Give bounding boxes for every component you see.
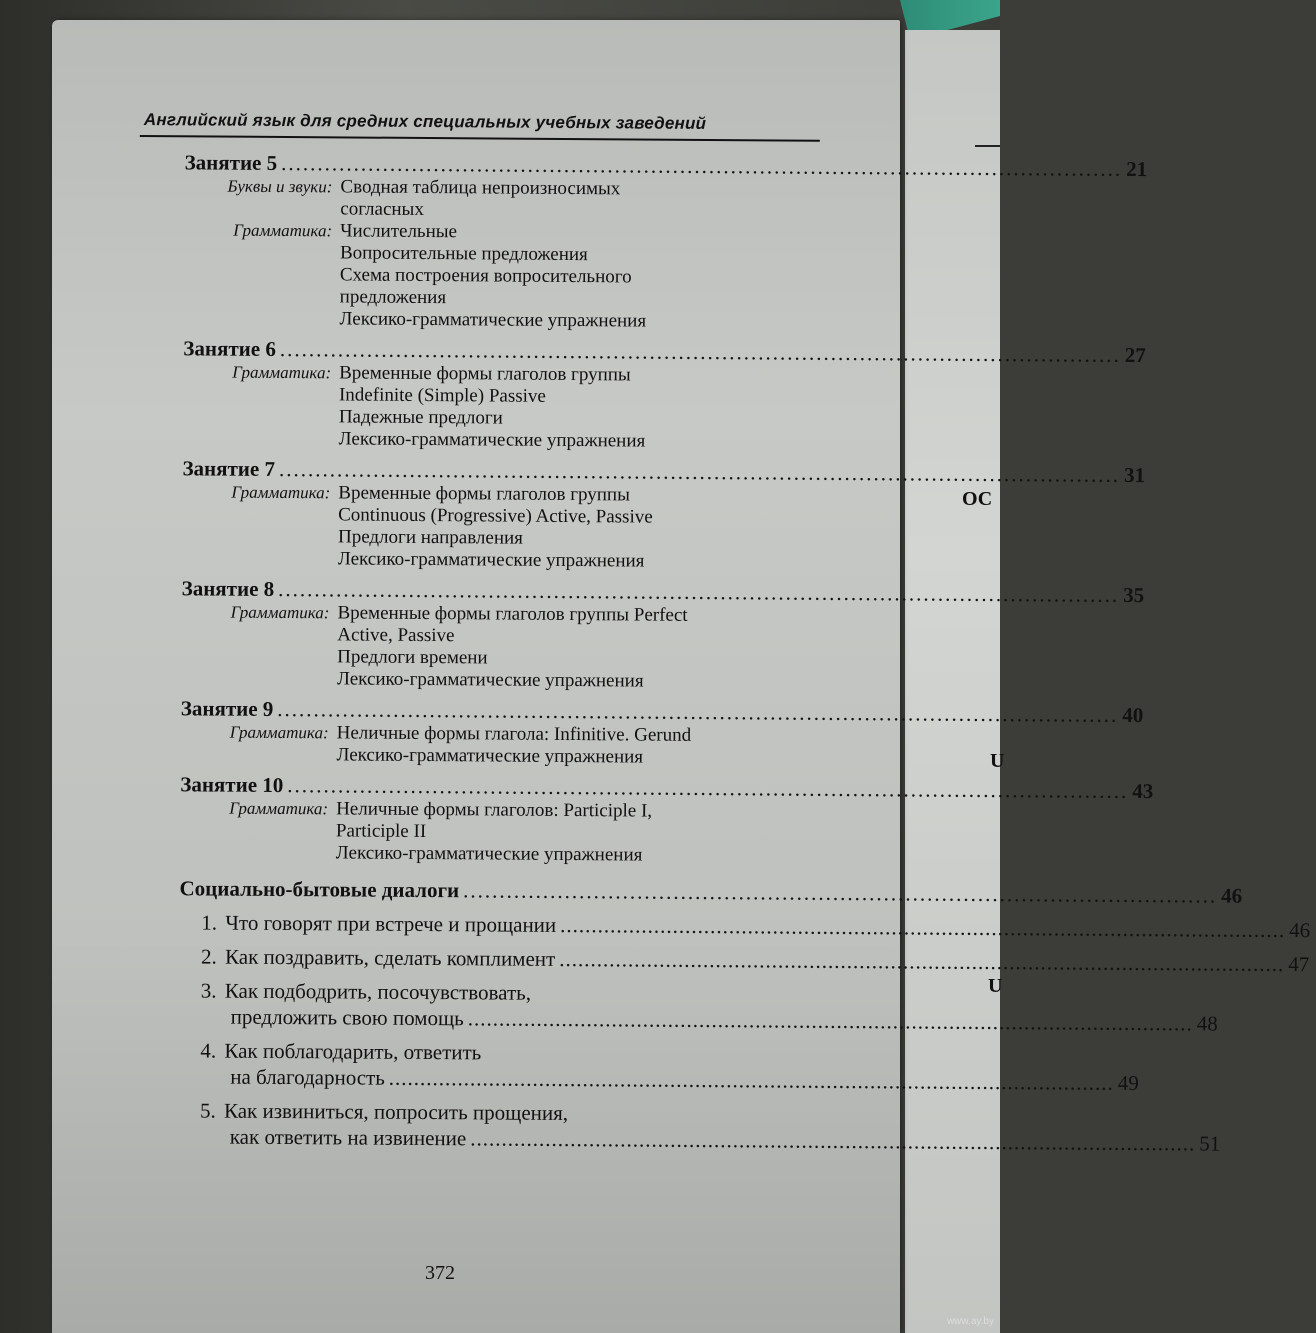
dialogues-section	[179, 875, 1243, 908]
topic-item: Временные формы глаголов группы	[338, 482, 630, 506]
topic-label: Грамматика:	[230, 602, 330, 623]
topic-item: Неличные формы глагола: Infinitive. Gerund	[336, 722, 692, 746]
topic-items	[337, 602, 807, 693]
dialogue-line	[200, 1063, 1139, 1095]
dialogue-line	[201, 909, 1311, 943]
lesson-entry	[180, 695, 1144, 775]
lesson-title: Занятие 7	[182, 456, 276, 481]
lesson-entry	[183, 149, 1148, 339]
topic-item: Лексико-грамматические упражнения	[336, 668, 644, 692]
dialogues-page: 46	[1221, 883, 1243, 908]
leader-dots: ....................................................................................................................	[277, 696, 1119, 727]
dialogue-text: Что говорят при встрече и прощании	[225, 910, 557, 937]
topic-label: Буквы и звуки:	[227, 176, 333, 197]
lesson-entry	[183, 335, 1146, 459]
dialogue-item[interactable]	[201, 909, 1311, 943]
right-page-fragment: ОС	[962, 488, 993, 510]
topic-item: Временные формы глаголов группы Perfect	[337, 602, 688, 626]
lesson-page: 27	[1124, 342, 1146, 368]
topic-item: Indefinite (Simple) Passive	[338, 384, 546, 407]
dialogue-number: 2.	[201, 944, 217, 969]
topic-row	[180, 797, 805, 867]
topic-items	[339, 362, 809, 453]
lesson-page: 21	[1126, 156, 1148, 182]
leader-dots: ....................................................................................................................	[278, 456, 1121, 487]
topic-items	[338, 482, 808, 573]
dialogue-page: 51	[1199, 1131, 1221, 1156]
topic-item: Временные формы глаголов группы	[339, 362, 631, 386]
lessons-list	[135, 149, 1154, 874]
lesson-page: 35	[1123, 582, 1145, 608]
lesson-entry	[181, 575, 1145, 699]
leader-dots: ....................................................................................................................	[279, 336, 1121, 367]
topic-item: согласных	[340, 198, 424, 220]
leader-dots: ........................................................................................................	[463, 878, 1218, 908]
topic-item: Числительные	[340, 220, 458, 243]
topic-label: Грамматика:	[233, 220, 333, 241]
leader-dots: ....................................................................................................................	[559, 946, 1285, 977]
leader-dots: ....................................................................................................................	[278, 576, 1120, 607]
topic-item: Схема построения вопросительного	[339, 264, 632, 288]
dialogue-text: на благодарность	[230, 1064, 385, 1090]
dialogue-text: Как извиниться, попросить прощения,	[223, 1098, 569, 1126]
right-page-fragment: U	[988, 975, 1003, 997]
dialogue-line	[201, 943, 1310, 977]
lesson-entry	[180, 771, 1154, 873]
topic-item: Неличные формы глаголов: Participle I,	[336, 798, 653, 822]
table-of-contents	[133, 110, 1311, 1156]
dialogue-number: 5.	[199, 1098, 216, 1123]
lesson-title: Занятие 6	[183, 336, 276, 361]
lesson-page: 43	[1132, 778, 1154, 804]
dialogue-item[interactable]	[199, 1097, 1221, 1156]
topic-item: Continuous (Progressive) Active, Passive	[338, 504, 653, 528]
topic-items	[340, 176, 809, 223]
page-number: 372	[425, 1262, 455, 1284]
topic-item: Лексико-грамматические упражнения	[336, 744, 644, 768]
topic-row	[182, 481, 808, 573]
topic-item: Предлоги направления	[337, 526, 524, 549]
dialogue-page: 48	[1196, 1011, 1218, 1036]
topic-item: Participle II	[335, 820, 427, 843]
leader-dots: ....................................................................................................................	[388, 1065, 1114, 1095]
lesson-page: 31	[1123, 462, 1146, 488]
watermark: www.ay.by	[946, 1316, 994, 1327]
topic-row	[184, 175, 809, 223]
topic-row	[181, 601, 807, 693]
lesson-title: Занятие 10	[180, 772, 284, 798]
topic-row	[183, 219, 809, 333]
dialogues-title-row[interactable]	[179, 875, 1243, 908]
topic-row	[183, 361, 809, 453]
dialogue-number: 1.	[201, 910, 218, 935]
lesson-title: Занятие 9	[180, 696, 274, 721]
leader-dots: ....................................................................................................................	[287, 773, 1129, 803]
topic-items	[339, 220, 809, 333]
topic-item: Вопросительные предложения	[339, 242, 588, 266]
topic-items	[336, 722, 805, 769]
leader-dots: ....................................................................................................................	[467, 1006, 1193, 1036]
topic-item: Лексико-грамматические упражнения	[335, 842, 643, 866]
topic-item: предложения	[339, 286, 447, 309]
topic-label: Грамматика:	[232, 362, 332, 383]
running-header: Английский язык для средних специальных учебных заведений	[140, 110, 820, 142]
lesson-title: Занятие 5	[184, 150, 278, 175]
leader-dots: ....................................................................................................................	[470, 1126, 1196, 1156]
topic-label: Грамматика:	[229, 798, 329, 819]
dialogue-line	[200, 1123, 1221, 1156]
topic-item: Лексико-грамматические упражнения	[338, 428, 646, 452]
topic-item: Лексико-грамматические упражнения	[339, 308, 647, 332]
dialogue-item[interactable]	[200, 977, 1218, 1036]
dialogue-number: 3.	[200, 978, 217, 1003]
topic-label: Грамматика:	[229, 722, 329, 743]
dialogue-item[interactable]	[201, 943, 1310, 977]
topic-item: Падежные предлоги	[338, 406, 503, 429]
right-page-rule	[975, 145, 1000, 147]
topic-items	[336, 798, 805, 867]
right-page-fragment: U	[990, 750, 1005, 772]
dialogue-page: 47	[1288, 952, 1310, 977]
lesson-title: Занятие 8	[181, 576, 275, 601]
dialogue-text: Как подбодрить, посочувствовать,	[224, 978, 532, 1005]
topic-item: Сводная таблица непроизносимых	[340, 176, 621, 200]
leader-dots: ....................................................................................................................	[560, 912, 1286, 943]
dialogue-text: Как поздравить, сделать комплимент	[225, 944, 556, 971]
topic-label: Грамматика:	[231, 482, 331, 503]
dialogue-text: как ответить на извинение	[229, 1124, 467, 1151]
dialogues-list	[199, 909, 1311, 1156]
lesson-page: 40	[1122, 702, 1144, 728]
topic-item: Active, Passive	[337, 624, 455, 647]
dialogue-text: Как поблагодарить, ответить	[224, 1038, 482, 1065]
dialogue-line	[201, 1003, 1218, 1036]
dialogue-page: 49	[1117, 1070, 1139, 1095]
dialogue-text: предложить свою помощь	[230, 1004, 464, 1031]
dialogue-page: 46	[1289, 918, 1311, 943]
topic-item: Лексико-грамматические упражнения	[337, 548, 645, 572]
topic-item: Предлоги времени	[337, 646, 488, 669]
dialogue-item[interactable]	[200, 1037, 1139, 1095]
dialogue-number: 4.	[200, 1038, 217, 1063]
dialogues-title: Социально-бытовые диалоги	[179, 876, 460, 903]
leader-dots: ....................................................................................................................	[281, 150, 1123, 181]
topic-row	[180, 721, 805, 769]
